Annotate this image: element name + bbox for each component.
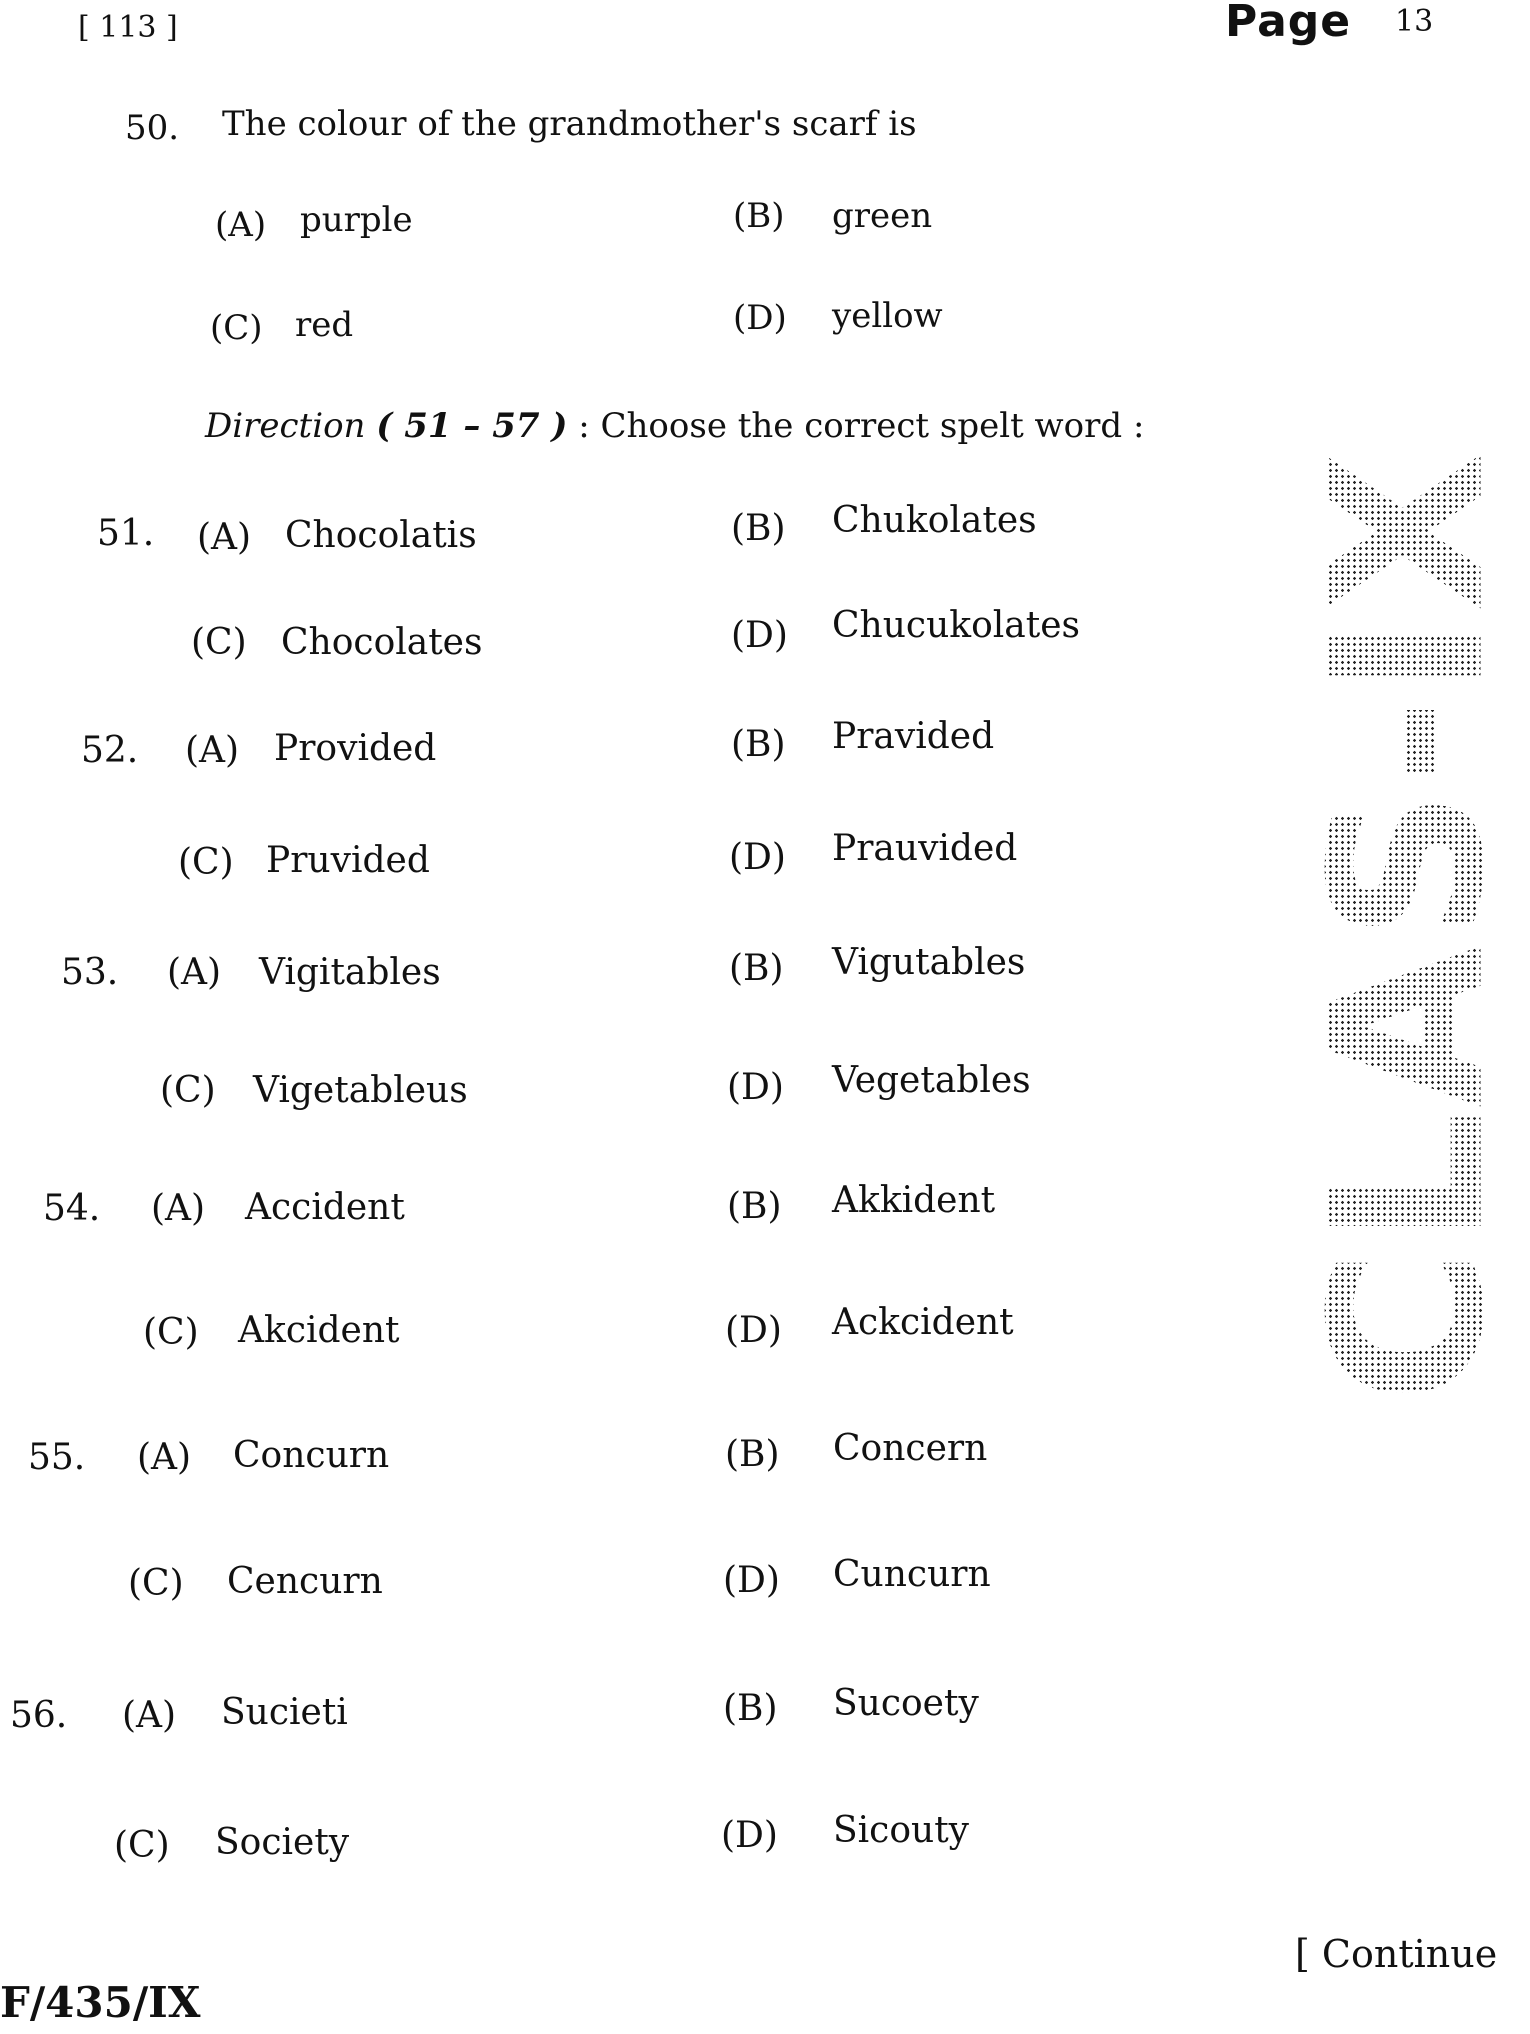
page-header-code: [ 113 ]	[78, 10, 178, 45]
question-number: 51.	[97, 513, 155, 554]
option-text: Cencurn	[227, 1561, 383, 1602]
option-letter: (B)	[731, 508, 786, 549]
page-number: 13	[1395, 4, 1434, 39]
option-text: Akcident	[238, 1310, 400, 1351]
option-text: Vigutables	[832, 942, 1026, 983]
option-letter: (D)	[725, 1310, 782, 1351]
option-letter: (B)	[725, 1434, 780, 1475]
option-text: Pruvided	[266, 840, 430, 881]
option-letter: (B)	[731, 724, 786, 765]
watermark-text: CLAS-IX	[1285, 446, 1530, 1404]
option-text: Accident	[245, 1187, 405, 1228]
class-watermark	[1285, 370, 1530, 1480]
continue-label: [ Continue	[1295, 1932, 1498, 1976]
question-number: 56.	[10, 1695, 68, 1736]
option-letter: (A)	[122, 1695, 177, 1736]
option-letter: (A)	[167, 952, 222, 993]
question-number: 50.	[125, 108, 180, 148]
option-text: Chocolates	[281, 622, 483, 663]
option-letter: (D)	[733, 298, 787, 338]
footer-code: F/435/IX	[0, 1978, 201, 2027]
question-number: 53.	[61, 952, 119, 993]
option-letter: (D)	[727, 1067, 784, 1108]
option-text: Concurn	[233, 1435, 390, 1476]
option-text: Vegetables	[832, 1060, 1031, 1101]
option-text: Vigetableus	[253, 1070, 468, 1111]
option-text: yellow	[832, 296, 943, 336]
option-text: green	[832, 196, 933, 236]
option-letter: (A)	[137, 1437, 192, 1478]
option-letter: (B)	[727, 1186, 782, 1227]
option-letter: (C)	[191, 622, 247, 663]
question-number: 55.	[28, 1437, 86, 1478]
question-text: The colour of the grandmother's scarf is	[222, 104, 917, 144]
option-text: Chukolates	[832, 500, 1037, 541]
page-label: Page	[1225, 0, 1352, 47]
option-text: Cuncurn	[833, 1554, 991, 1595]
option-letter: (C)	[210, 308, 263, 348]
option-letter: (C)	[178, 842, 234, 883]
option-letter: (D)	[731, 615, 788, 656]
option-letter: (A)	[215, 205, 267, 245]
option-text: Ackcident	[832, 1302, 1014, 1343]
option-text: Prauvided	[832, 828, 1018, 869]
option-text: red	[295, 305, 354, 345]
option-text: purple	[300, 200, 413, 240]
direction-text: : Choose the correct spelt word :	[578, 406, 1145, 446]
question-number: 52.	[81, 730, 139, 771]
option-letter: (A)	[185, 730, 240, 771]
option-text: Provided	[274, 728, 437, 769]
option-letter: (A)	[197, 517, 252, 558]
option-letter: (C)	[143, 1312, 199, 1353]
option-letter: (D)	[723, 1560, 780, 1601]
option-text: Sicouty	[833, 1810, 970, 1851]
option-text: Chocolatis	[285, 515, 477, 556]
option-letter: (C)	[128, 1563, 184, 1604]
option-text: Concern	[833, 1428, 988, 1469]
option-letter: (C)	[114, 1825, 170, 1866]
option-letter: (C)	[160, 1070, 216, 1111]
option-text: Chucukolates	[832, 605, 1080, 646]
direction-line	[205, 406, 1144, 446]
option-text: Sucoety	[833, 1683, 979, 1724]
option-text: Pravided	[832, 716, 995, 757]
option-text: Vigitables	[259, 952, 441, 993]
direction-prefix: Direction	[205, 406, 366, 446]
option-letter: (D)	[729, 837, 786, 878]
question-number: 54.	[43, 1188, 101, 1229]
option-letter: (D)	[721, 1815, 778, 1856]
option-letter: (B)	[729, 948, 784, 989]
direction-range: ( 51 – 57 )	[376, 406, 568, 446]
option-letter: (B)	[733, 196, 785, 236]
option-text: Sucieti	[221, 1692, 348, 1733]
option-text: Society	[215, 1822, 350, 1863]
option-letter: (A)	[151, 1188, 206, 1229]
option-letter: (B)	[723, 1688, 778, 1729]
option-text: Akkident	[832, 1180, 996, 1221]
